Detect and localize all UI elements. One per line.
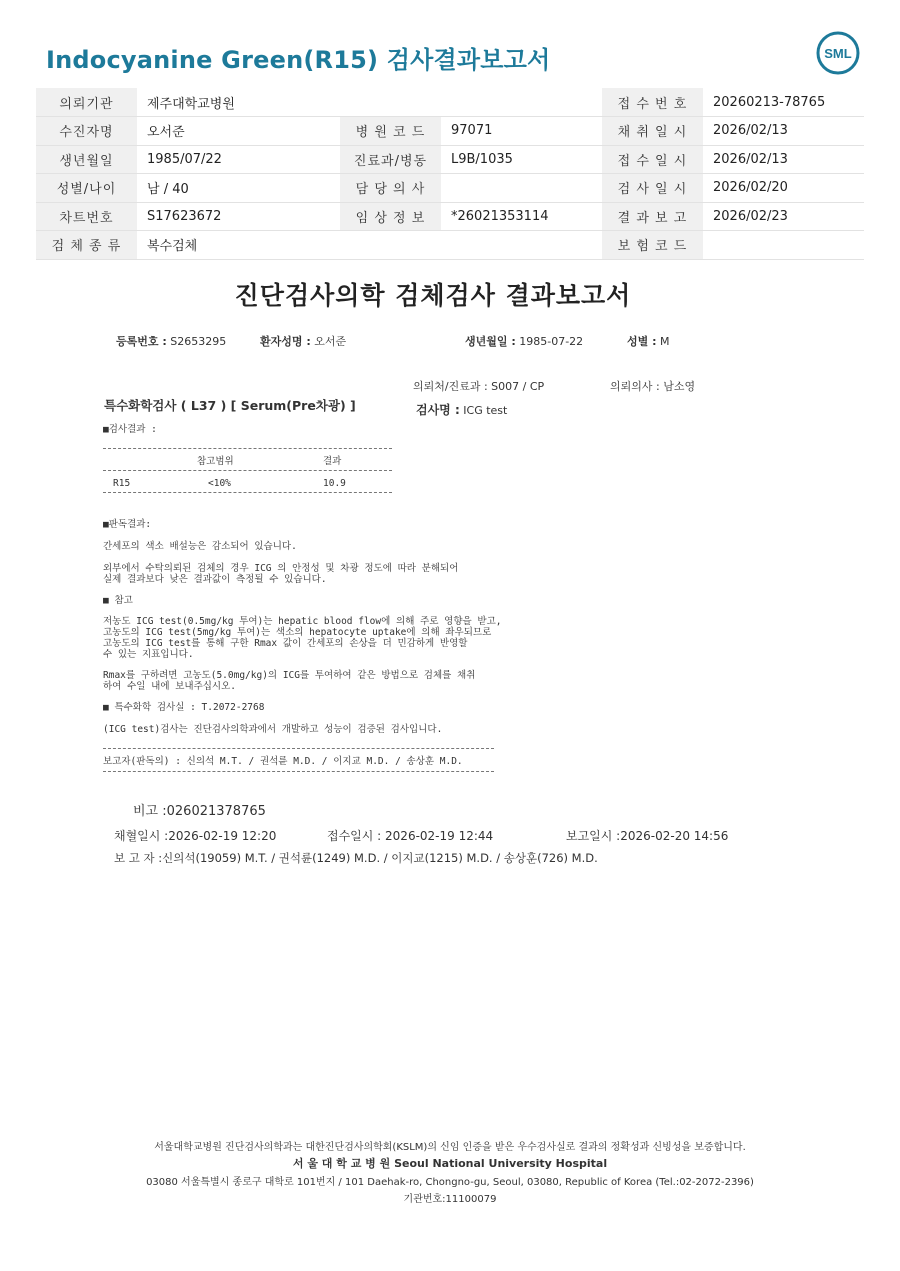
- info-value: 남 / 40: [137, 174, 340, 203]
- row-name: R15: [113, 478, 131, 489]
- info-label: 접 수 일 시: [602, 145, 703, 174]
- report-title: 진단검사의학 검체검사 결과보고서: [234, 281, 632, 310]
- collect-time: 채혈일시 :2026-02-19 12:20: [114, 829, 277, 843]
- info-value: [703, 231, 864, 260]
- info-label: 임 상 정 보: [340, 202, 441, 231]
- info-value: 2026/02/13: [703, 145, 864, 174]
- ref-line: 고농도의 ICG test를 통해 구한 Rmax 값이 간세포의 손상을 더 민감하게 반영할: [103, 638, 468, 649]
- info-label: 보 험 코 드: [602, 231, 703, 260]
- interp-line: 간세포의 색소 배설능은 감소되어 있습니다.: [103, 541, 297, 552]
- footer-hospital: 서 울 대 학 교 병 원 Seoul National University Hospital: [292, 1157, 608, 1170]
- info-value: 제주대학교병원: [137, 88, 340, 117]
- sex: 성별 : M: [627, 335, 670, 348]
- birth-date: 생년월일 : 1985-07-22: [465, 335, 584, 348]
- footer-address: 03080 서울특별시 종로구 대학로 101번지 / 101 Daehak-ro, Chongno-gu, Seoul, 03080, Republic of Korea (Tel.:02-2072-2396): [146, 1177, 754, 1188]
- info-value: *26021353114: [441, 202, 602, 231]
- ordering-dept: 의뢰처/진료과 : S007 / CP: [413, 380, 545, 393]
- interp-line: 실제 결과보다 낮은 결과값이 측정될 수 있습니다.: [103, 574, 327, 585]
- info-label: 검 체 종 류: [36, 231, 137, 260]
- lab-line: ■ 특수화학 검사실 : T.2072-2768: [103, 702, 265, 713]
- info-label: 채 취 일 시: [602, 117, 703, 146]
- footer-certification: 서울대학교병원 진단검사의학과는 대한진단검사의학회(KSLM)의 신임 인증을 받은 우수검사실로 결과의 정확성과 신빙성을 보증합니다.: [154, 1142, 746, 1153]
- info-value: 97071: [441, 117, 602, 146]
- info-label: 결 과 보 고: [602, 202, 703, 231]
- col-ref-header: 참고범위: [197, 456, 234, 467]
- info-value: 오서준: [137, 117, 340, 146]
- info-value: 20260213-78765: [703, 88, 864, 117]
- info-row: [36, 202, 864, 231]
- divider: [103, 470, 392, 471]
- divider: [103, 748, 494, 749]
- dev-line: (ICG test)검사는 진단검사의학과에서 개발하고 성능이 검증된 검사입니다.: [103, 724, 443, 735]
- info-value: [441, 174, 602, 203]
- info-empty: [340, 88, 602, 117]
- info-label: 차트번호: [36, 202, 137, 231]
- patient-name: 환자성명 : 오서준: [260, 335, 347, 348]
- footer-institution-code: 기관번호:11100079: [403, 1194, 497, 1205]
- row-ref: <10%: [208, 478, 231, 489]
- test-category: 특수화학검사 ( L37 ) [ Serum(Pre차광) ]: [104, 398, 356, 413]
- info-row: [36, 145, 864, 174]
- page-title: Indocyanine Green(R15) 검사결과보고서: [46, 46, 551, 74]
- info-value: S17623672: [137, 202, 340, 231]
- info-label: 검 사 일 시: [602, 174, 703, 203]
- info-value: 1985/07/22: [137, 145, 340, 174]
- reg-number: 등록번호 : S2653295: [116, 335, 227, 348]
- ref-line: 고농도의 ICG test(5mg/kg 투여)는 색소의 hepatocyte uptake에 의해 좌우되므로: [103, 627, 492, 638]
- info-label: 담 당 의 사: [340, 174, 441, 203]
- info-value: 2026/02/23: [703, 202, 864, 231]
- info-label: 병 원 코 드: [340, 117, 441, 146]
- col-result-header: 결과: [323, 456, 342, 467]
- sml-logo: [815, 30, 861, 76]
- report-time: 보고일시 :2026-02-20 14:56: [566, 829, 729, 843]
- interp-heading: ■판독결과:: [103, 519, 152, 530]
- ref-line: 하여 수일 내에 보내주십시오.: [103, 681, 237, 692]
- divider: [103, 771, 494, 772]
- info-value: 2026/02/13: [703, 117, 864, 146]
- receipt-time: 접수일시 : 2026-02-19 12:44: [327, 829, 494, 843]
- result-heading: ■검사결과 :: [103, 424, 157, 435]
- info-label: 성별/나이: [36, 174, 137, 203]
- ref-heading: ■ 참고: [103, 595, 133, 606]
- info-row: [36, 88, 864, 117]
- test-name: 검사명 : ICG test: [416, 403, 508, 417]
- interp-line: 외부에서 수탁의뢰된 검체의 경우 ICG 의 안정성 및 차광 정도에 따라 분해되어: [103, 563, 459, 574]
- ref-line: 저농도 ICG test(0.5mg/kg 투여)는 hepatic blood flow에 의해 주로 영향을 받고,: [103, 616, 502, 627]
- info-value: 복수검체: [137, 231, 340, 260]
- remark: 비고 :026021378765: [133, 804, 266, 819]
- row-result: 10.9: [323, 478, 346, 489]
- divider: [103, 492, 392, 493]
- info-value: L9B/1035: [441, 145, 602, 174]
- info-label: 접 수 번 호: [602, 88, 703, 117]
- info-value: 2026/02/20: [703, 174, 864, 203]
- reporters: 보 고 자 :신의석(19059) M.T. / 권석륜(1249) M.D. / 이지교(1215) M.D. / 송상훈(726) M.D.: [114, 851, 598, 865]
- info-label: 진료과/병동: [340, 145, 441, 174]
- patient-info-table: [36, 88, 864, 260]
- reporter-line: 보고자(판독의) : 신의석 M.T. / 권석륜 M.D. / 이지교 M.D. / 송상훈 M.D.: [103, 756, 463, 767]
- ref-line: Rmax를 구하려면 고농도(5.0mg/kg)의 ICG를 투여하여 같은 방법으로 검체를 채취: [103, 670, 476, 681]
- info-row: [36, 117, 864, 146]
- info-empty: [340, 231, 602, 260]
- divider: [103, 448, 392, 449]
- info-label: 의뢰기관: [36, 88, 137, 117]
- info-row: [36, 231, 864, 260]
- info-row: [36, 174, 864, 203]
- ref-line: 수 있는 지표입니다.: [103, 649, 194, 660]
- info-label: 수진자명: [36, 117, 137, 146]
- logo-text: SML: [824, 46, 852, 61]
- info-label: 생년월일: [36, 145, 137, 174]
- ordering-doctor: 의뢰의사 : 남소영: [610, 380, 696, 393]
